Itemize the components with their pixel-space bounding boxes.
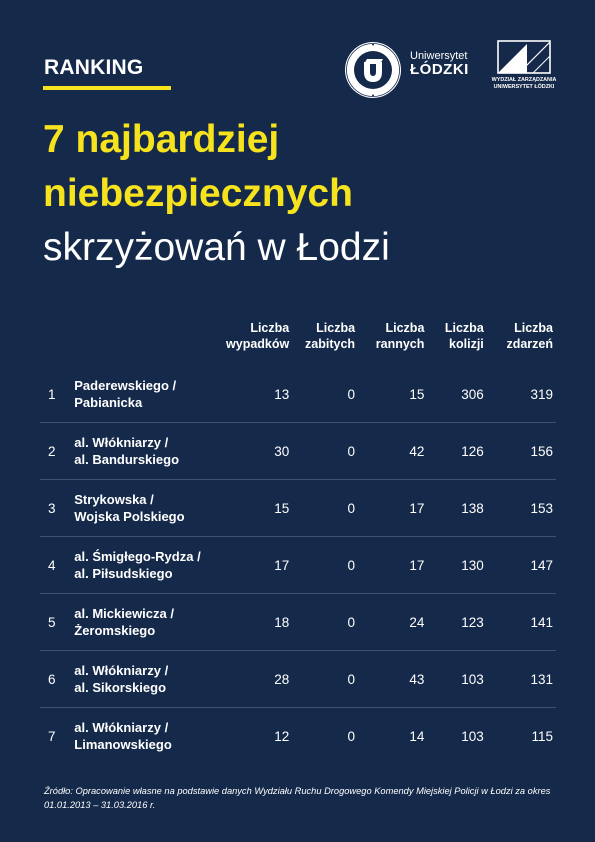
intersection-name: Paderewskiego / Pabianicka [74, 378, 177, 410]
deaths-cell: 0 [347, 386, 356, 402]
table-row [40, 594, 556, 651]
collisions-cell: 138 [427, 480, 486, 537]
deaths-cell: 0 [292, 423, 358, 480]
table-row [40, 651, 556, 708]
injured-cell: 42 [358, 423, 427, 480]
intersection-name: al. Włókniarzy / al. Sikorskiego [74, 651, 220, 708]
table-row [40, 366, 556, 423]
collisions-cell: 103 [427, 708, 486, 765]
accidents-cell: 18 [220, 594, 292, 651]
university-name-line2: ŁÓDZKI [410, 61, 469, 78]
rank-cell: 4 [40, 537, 74, 594]
column-header: Liczba zabitych [305, 321, 356, 351]
intersection-name: al. Śmigłego-Rydza / al. Piłsudskiego [74, 537, 220, 594]
events-cell: 141 [487, 594, 556, 651]
deaths-cell: 0 [292, 594, 358, 651]
deaths-cell: 0 [292, 537, 358, 594]
faculty-caption-line2: UNIWERSYTET ŁÓDZKI [493, 84, 555, 90]
source-note [44, 784, 564, 812]
name-column-header [74, 320, 220, 366]
rank-cell: 2 [40, 423, 74, 480]
rank-cell: 3 [40, 480, 74, 537]
column-header: Liczba rannych [375, 321, 425, 351]
rank-column-header [40, 320, 74, 366]
ranking-table [40, 320, 556, 764]
section-label: RANKING [44, 56, 144, 79]
table-header-row [40, 320, 556, 366]
deaths-cell: 0 [292, 480, 358, 537]
column-header: Liczba wypadków [226, 321, 290, 351]
rank-cell: 5 [40, 594, 74, 651]
university-seal-logo [343, 40, 403, 100]
collisions-cell: 130 [427, 537, 486, 594]
injured-cell: 17 [358, 480, 427, 537]
title-line1: 7 najbardziej [43, 118, 280, 161]
accidents-cell: 12 [220, 708, 292, 765]
section-underline [43, 86, 171, 90]
intersection-name: al. Mickiewicza / Żeromskiego [74, 594, 220, 651]
faculty-caption-line1: WYDZIAŁ ZARZĄDZANIA [491, 77, 557, 83]
table-row [40, 423, 556, 480]
collisions-cell: 306 [461, 386, 484, 402]
intersection-name: al. Włókniarzy / Limanowskiego [74, 708, 220, 765]
injured-cell: 43 [358, 651, 427, 708]
rank-cell: 6 [40, 651, 74, 708]
table-row [40, 708, 556, 765]
page-title [43, 113, 563, 275]
accidents-cell: 13 [274, 386, 290, 402]
collisions-cell: 103 [427, 651, 486, 708]
events-cell: 319 [530, 386, 553, 402]
source-line2: 01.01.2013 – 31.03.2016 r. [44, 800, 156, 810]
column-header: Liczba zdarzeń [506, 321, 553, 351]
table-row [40, 480, 556, 537]
title-line3: skrzyżowań w Łodzi [43, 226, 390, 269]
column-header: Liczba kolizji [444, 321, 484, 351]
injured-cell: 17 [358, 537, 427, 594]
rank-cell: 1 [48, 386, 56, 402]
deaths-cell: 0 [292, 651, 358, 708]
rank-cell: 7 [40, 708, 74, 765]
injured-cell: 15 [409, 386, 425, 402]
source-line1: Źródło: Opracowanie własne na podstawie danych Wydziału Ruchu Drogowego Komendy Miejskiej Policji w Łodzi za okres [44, 786, 551, 796]
injured-cell: 14 [358, 708, 427, 765]
intersection-name: Strykowska / Wojska Polskiego [74, 480, 220, 537]
accidents-cell: 30 [220, 423, 292, 480]
events-cell: 147 [487, 537, 556, 594]
events-cell: 131 [487, 651, 556, 708]
accidents-cell: 28 [220, 651, 292, 708]
collisions-cell: 123 [427, 594, 486, 651]
intersection-name: al. Włókniarzy / al. Bandurskiego [74, 423, 220, 480]
events-cell: 156 [487, 423, 556, 480]
collisions-cell: 126 [427, 423, 486, 480]
events-cell: 115 [487, 708, 556, 765]
university-name [410, 50, 469, 76]
title-line2: niebezpiecznych [43, 172, 353, 215]
faculty-caption [488, 77, 560, 91]
injured-cell: 24 [358, 594, 427, 651]
accidents-cell: 15 [220, 480, 292, 537]
faculty-logo [497, 40, 551, 74]
deaths-cell: 0 [292, 708, 358, 765]
accidents-cell: 17 [220, 537, 292, 594]
table-row [40, 537, 556, 594]
university-name-line1: Uniwersytet [410, 50, 468, 62]
events-cell: 153 [487, 480, 556, 537]
